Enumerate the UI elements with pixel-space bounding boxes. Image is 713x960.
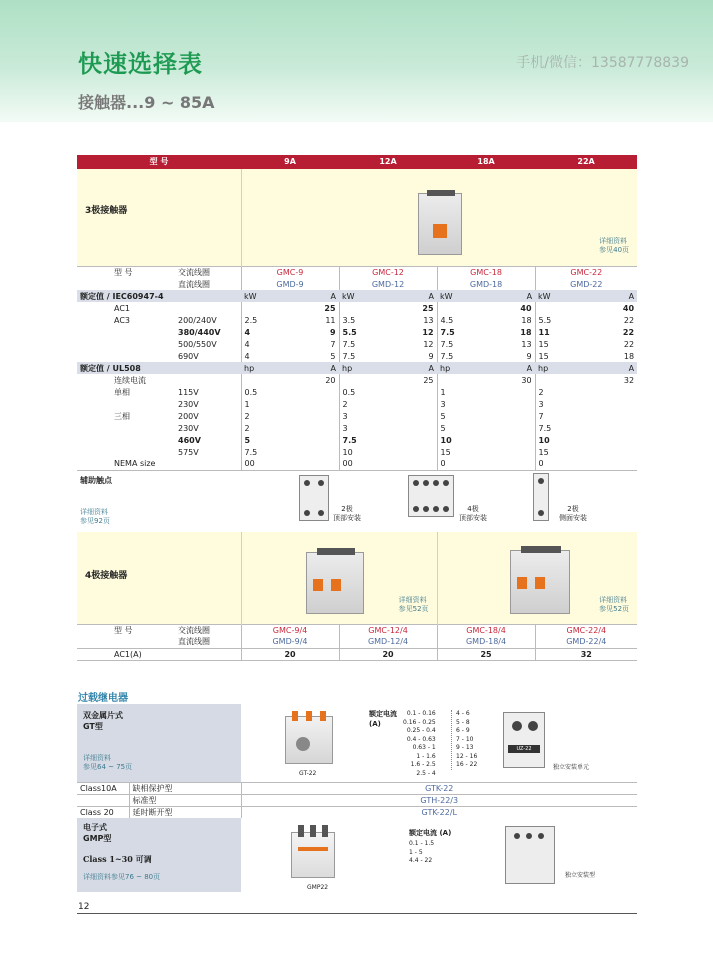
gmp-label2: GMP型 [83,834,112,843]
aux-item-mount: 侧面安装 [559,513,587,522]
contactor-3p-image [418,193,462,255]
three-pole-label: 3极接触器 [85,206,128,216]
model-gmc-9: GMC-9 [241,266,339,278]
range-item: 2.5 - 4 [416,769,436,777]
gt-image-caption: GT-22 [299,770,317,777]
unit-a: A [388,290,437,302]
model-gmd-9: GMD-9 [241,278,339,290]
single-phase-value: 0.5 [339,386,437,398]
gt-label2: GT型 [83,722,103,731]
ac3-value: 22 [623,339,635,349]
ac3-value: 7.5 [437,326,486,338]
ac3-value: 5 [330,351,336,361]
unit-kw: kW [339,290,388,302]
unit-a: A [290,362,339,374]
three-phase-value: 10 [339,446,437,458]
three-phase-row [77,422,637,434]
contactor-4p-large-image [510,550,570,614]
page-title: 快速选择表 [78,50,203,78]
three-phase-row [77,434,637,446]
header-col-9a: 9A [241,155,339,169]
four-pole-page-ref-2[interactable]: 参见52页 [599,605,630,613]
single-phase-value: 2 [535,386,637,398]
continuous-value: 25 [423,375,434,385]
three-phase-value: 2 [241,422,339,434]
range-item: 4 - 6 [456,710,470,717]
ac3-row [77,338,637,350]
three-phase-value: 5 [241,434,339,446]
ac-coil-label: 交流线圈 [178,267,210,277]
table-row [77,266,637,278]
model-gmc-12: GMC-12 [339,266,437,278]
class-type: 标准型 [132,795,157,805]
header-col-22a: 22A [535,155,637,169]
range-item: 0.25 - 0.4 [406,727,436,734]
ac3-value: 4 [241,350,290,362]
ac3-value: 15 [535,350,584,362]
ac1-value: 25 [324,303,336,313]
class-type: 延时断开型 [132,807,173,817]
ac3-row [77,326,637,338]
range-item: 1 - 1.6 [416,752,436,760]
range-item: 0.1 - 1.5 [409,840,435,847]
gt-rated-label: 额定电流 [369,710,398,718]
ac1a-label: AC1(A) [114,649,142,659]
aux-item-poles: 4极 [467,504,479,513]
gmp22-relay-image [291,832,335,878]
unit-a: A [486,362,535,374]
range-item: 12 - 16 [456,752,478,760]
voltage-label: 200/240V [178,315,217,325]
class-name: Class 20 [77,806,129,818]
ac3-value: 18 [623,351,635,361]
ac3-value: 2.5 [241,314,290,326]
ac3-value: 5.5 [535,314,584,326]
unit-a: A [486,290,535,302]
ac1a-value: 20 [241,648,339,660]
three-phase-value: 2 [241,410,339,422]
continuous-value: 30 [521,375,532,385]
model-label: 型 号 [114,267,133,277]
model-gmd-18: GMD-18 [437,278,535,290]
range-item: 1 - 5 [409,848,423,856]
aux-2p-side-image [533,473,549,521]
unit-a: A [388,362,437,374]
range-item: 0.16 - 0.25 [403,718,436,726]
ac-coil-label-4p: 交流线圈 [178,625,210,635]
uz22-badge: UZ-22 [508,745,540,753]
aux-4p-top-image [408,475,454,517]
model-label-4p: 型 号 [114,625,133,635]
ac3-value: 15 [535,338,584,350]
continuous-value: 20 [325,375,336,385]
ac3-value: 11 [325,315,336,325]
gmp-ranges [409,840,434,866]
unit-hp: hp [437,362,486,374]
gmp-label1: 电子式 [83,823,107,832]
voltage-label: 200V [178,411,199,421]
continuous-row [77,374,637,386]
single-phase-value: 3 [535,398,637,410]
ac1a-value: 32 [535,648,637,660]
aux-item-poles: 2极 [341,504,353,513]
three-pole-row [77,169,637,266]
ac1-value: 25 [422,303,434,313]
gmp-row [77,818,637,892]
unit-kw: kW [437,290,486,302]
four-pole-details-2[interactable]: 详细资料 [599,596,628,604]
single-phase-row [77,398,637,410]
gmp-image-cell [241,818,637,892]
gt-details[interactable]: 详细资料 [83,754,111,762]
three-phase-value: 3 [339,422,437,434]
model-gmd-22-4: GMD-22/4 [535,636,637,648]
single-phase-value: 0.5 [241,386,339,398]
page-subtitle: 接触器...9 ~ 85A [78,93,215,112]
ac3-value: 4 [241,338,290,350]
model-gmc-12-4: GMC-12/4 [339,624,437,636]
unit-a: A [584,362,637,374]
ac1a-value: 25 [437,648,535,660]
class-row [77,794,637,806]
four-pole-page-ref[interactable]: 参见52页 [398,605,429,613]
model-gmc-22-4: GMC-22/4 [535,624,637,636]
overload-title: 过载继电器 [78,693,128,704]
three-phase-value: 7.5 [339,434,437,446]
header-col-12a: 12A [339,155,437,169]
page-number: 12 [78,902,90,912]
gt-image-cell [241,704,637,782]
iec-header-row [77,290,637,302]
ac3-value: 22 [622,327,635,337]
ac3-value: 7 [330,339,336,349]
model-gmd-18-4: GMD-18/4 [437,636,535,648]
ac3-value: 7.5 [339,338,388,350]
dc-coil-label-4p: 直流线圈 [178,637,210,647]
gmp-unit-image [505,826,555,884]
ac1a-value: 20 [339,648,437,660]
nema-label: NEMA size [114,459,156,469]
range-item: 16 - 22 [456,761,478,768]
voltage-label: 500/550V [178,339,217,349]
gt-rated-unit: (A) [369,720,381,728]
class-row [77,782,637,794]
class-name: Class10A [77,782,129,794]
gt-unit-label: 独立安装单元 [553,764,590,771]
dc-coil-label: 直流线圈 [178,279,210,289]
ac3-row [77,350,637,362]
overload-table [77,704,637,892]
range-item: 0.63 - 1 [412,744,436,751]
ac3-value: 3.5 [339,314,388,326]
ac1-row [77,302,637,314]
ac3-value: 7.5 [437,338,486,350]
unit-kw: kW [535,290,584,302]
iec-label: 额定值 / IEC60947-4 [77,290,241,302]
ac3-value: 5.5 [339,326,388,338]
class-name [77,794,129,806]
ac3-value: 18 [521,315,532,325]
table-row [77,278,637,290]
three-phase-value: 7.5 [535,422,637,434]
three-phase-value: 3 [339,410,437,422]
range-item: 7 - 10 [456,735,474,743]
four-pole-image-cell-right [437,532,637,624]
gt-ranges-col1 [403,710,436,778]
unit-kw: kW [241,290,290,302]
range-item: 4.4 - 22 [409,857,433,864]
range-item: 5 - 8 [456,718,470,726]
contactor-table [77,155,637,661]
three-pole-page-ref[interactable]: 参见40页 [599,246,630,254]
ac3-value: 13 [423,315,434,325]
three-phase-value: 5 [437,410,535,422]
ac3-value: 9 [526,351,532,361]
ac3-value: 12 [423,339,434,349]
gt-label1: 双金属片式 [83,711,123,720]
gmp-rated-label: 额定电流 (A) [409,829,452,837]
three-phase-value: 7.5 [241,446,339,458]
voltage-label: 115V [178,387,199,397]
ac3-rows [77,314,637,362]
unit-a: A [584,290,637,302]
voltage-label: 690V [178,351,199,361]
four-pole-label: 4极接触器 [85,571,128,581]
single-phase-value: 1 [241,398,339,410]
gmp-unit-label: 独立安装型 [565,872,596,879]
ul-header-row [77,362,637,374]
ac1a-row [77,648,637,660]
aux-details[interactable]: 详细资料 [80,507,108,516]
contact-info: 手机/微信：13587778839 [516,55,689,71]
four-pole-details[interactable]: 详细资料 [398,596,427,604]
three-phase-row [77,410,637,422]
footer-divider [77,913,637,914]
three-phase-value: 15 [437,446,535,458]
aux-page-ref[interactable]: 参见92页 [80,516,110,525]
range-item: 1.6 - 2.5 [410,761,436,768]
ac3-value: 18 [520,327,532,337]
three-pole-details[interactable]: 详细资料 [599,237,628,245]
class-model: GTK-22 [241,782,637,794]
ac3-row [77,314,637,326]
aux-item-mount: 顶部安装 [459,513,487,522]
range-item: 6 - 9 [456,727,470,734]
single-phase-value: 1 [437,386,535,398]
continuous-value: 32 [623,375,635,385]
model-gmd-22: GMD-22 [535,278,637,290]
table-header [77,155,637,169]
aux-item-mount: 顶部安装 [333,513,361,522]
voltage-label: 460V [178,435,201,445]
ac3-value: 12 [422,327,434,337]
nema-value: 00 [339,458,437,470]
ac3-value: 4.5 [437,314,486,326]
model-gmc-9-4: GMC-9/4 [241,624,339,636]
range-item: 9 - 13 [456,744,474,751]
ac3-value: 9 [428,351,434,361]
gt-row [77,704,637,782]
unit-hp: hp [535,362,584,374]
unit-a: A [290,290,339,302]
header-model: 型 号 [77,155,241,169]
class-row [77,806,637,818]
ul-rows [77,386,637,458]
nema-value: 0 [535,458,637,470]
single-phase-label: 单相 [114,387,130,397]
ac3-value: 11 [535,326,584,338]
three-phase-value: 10 [437,434,535,446]
ac1-label: AC1 [114,303,131,313]
three-phase-value: 5 [437,422,535,434]
model-gmd-12-4: GMD-12/4 [339,636,437,648]
gt-ranges-col2 [451,710,477,770]
model-gmc-18: GMC-18 [437,266,535,278]
three-phase-value: 15 [535,446,637,458]
aux-2p-top-image [299,475,329,521]
voltage-label: 380/440V [178,327,221,337]
ac3-label: AC3 [114,315,131,325]
single-phase-row [77,386,637,398]
nema-value: 00 [241,458,339,470]
four-pole-row [77,532,637,624]
model-gmd-9-4: GMD-9/4 [241,636,339,648]
three-phase-value: 10 [535,434,637,446]
voltage-label: 230V [178,399,199,409]
aux-image-cell [241,470,637,532]
model-gmd-12: GMD-12 [339,278,437,290]
voltage-label: 575V [178,447,199,457]
unit-hp: hp [339,362,388,374]
class-model: GTK-22/L [241,806,637,818]
gt22-relay-image [285,716,333,764]
gmp-details[interactable]: 详细资料参见76 ~ 80页 [83,873,161,881]
gt-page-ref[interactable]: 参见64 ~ 75页 [83,763,133,771]
range-item: 0.4 - 0.63 [406,735,436,743]
table-row [77,624,637,636]
three-pole-image-cell [241,169,637,266]
model-gmc-18-4: GMC-18/4 [437,624,535,636]
three-phase-value: 7 [535,410,637,422]
three-phase-row [77,446,637,458]
ac3-value: 22 [623,315,635,325]
four-pole-image-cell-left [241,532,437,624]
three-phase-label: 三相 [114,411,130,421]
contactor-4p-image [306,552,364,614]
ac3-value: 4 [241,326,290,338]
aux-item-poles: 2极 [567,504,579,513]
single-phase-value: 3 [437,398,535,410]
aux-row [77,470,637,532]
single-phase-value: 2 [339,398,437,410]
voltage-label: 230V [178,423,199,433]
gmp-image-caption: GMP22 [307,884,329,891]
ac3-value: 7.5 [437,350,486,362]
class-model: GTH-22/3 [241,794,637,806]
class-type: 缺相保护型 [132,783,173,793]
aux-label: 辅助触点 [80,475,112,485]
unit-hp: hp [241,362,290,374]
range-item: 0.1 - 0.16 [406,710,436,717]
class-rows [77,782,637,818]
continuous-label: 连续电流 [114,375,146,385]
ac3-value: 13 [521,339,532,349]
ac3-value: 7.5 [339,350,388,362]
nema-value: 0 [437,458,535,470]
header-col-18a: 18A [437,155,535,169]
ul-label: 额定值 / UL508 [77,362,241,374]
ac1-value: 40 [622,303,635,313]
ac3-value: 9 [329,327,336,337]
ac1-value: 40 [520,303,532,313]
gmp-class-text: Class 1~30 可调 [83,854,152,864]
model-gmc-22: GMC-22 [535,266,637,278]
nema-row [77,458,637,470]
uz22-unit-image [503,712,545,768]
table-row [77,636,637,648]
